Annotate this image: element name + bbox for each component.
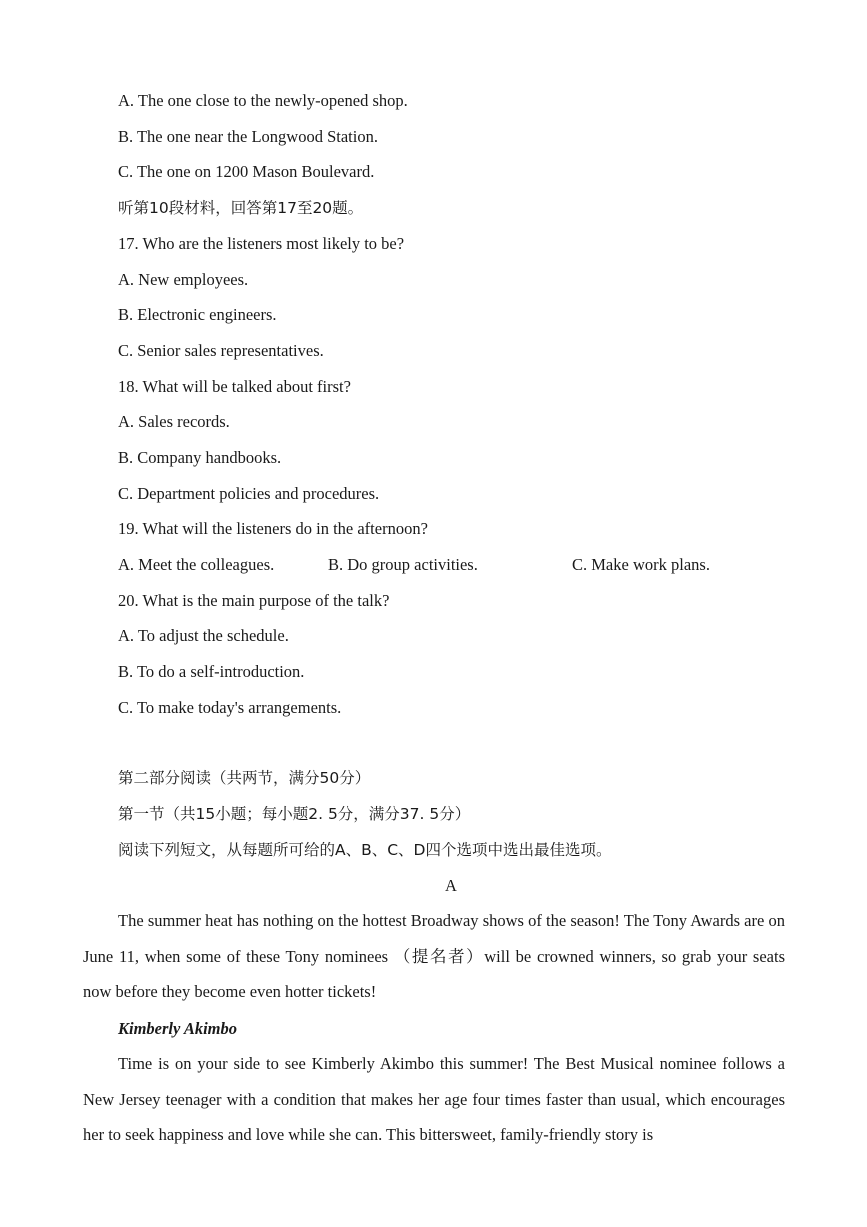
- show-description-kimberly-akimbo: Time is on your side to see Kimberly Akimbo this summer! The Best Musical nominee follows a New Jersey teenager with a condition that makes her age four times faster than usual, which encourages her to seek happiness and love while she can. This bittersweet, family-friendly story is: [83, 1054, 785, 1145]
- q20-option-b: B. To do a self-introduction.: [118, 662, 305, 681]
- q18-question: 18. What will be talked about first?: [118, 377, 351, 396]
- q18-option-c: C. Department policies and procedures.: [118, 484, 380, 503]
- q17-option-c: C. Senior sales representatives.: [118, 341, 324, 360]
- q20-option-c: C. To make today's arrangements.: [118, 698, 342, 717]
- part2-heading: 第二部分阅读（共两节，满分50分）: [118, 769, 371, 787]
- q19-option-b: B. Do group activities.: [328, 555, 478, 574]
- q17-question: 17. Who are the listeners most likely to be?: [118, 234, 405, 253]
- q16-option-b: B. The one near the Longwood Station.: [118, 127, 378, 146]
- reading-instruction: 阅读下列短文，从每题所可给的A、B、C、D四个选项中选出最佳选项。: [118, 841, 612, 859]
- q17-option-b: B. Electronic engineers.: [118, 305, 277, 324]
- q18-option-a: A. Sales records.: [118, 412, 230, 431]
- q20-question: 20. What is the main purpose of the talk?: [118, 591, 390, 610]
- q19-question: 19. What will the listeners do in the afternoon?: [118, 519, 428, 538]
- passage-label: A: [445, 876, 457, 895]
- section1-heading: 第一节（共15小题；每小题2. 5分，满分37. 5分）: [118, 805, 471, 823]
- show-title-kimberly-akimbo: Kimberly Akimbo: [118, 1019, 238, 1038]
- q19-option-a: A. Meet the colleagues.: [118, 555, 275, 574]
- q16-option-c: C. The one on 1200 Mason Boulevard.: [118, 162, 375, 181]
- q18-option-b: B. Company handbooks.: [118, 448, 282, 467]
- q17-option-a: A. New employees.: [118, 270, 249, 289]
- q19-option-c: C. Make work plans.: [572, 555, 710, 574]
- passage-intro: The summer heat has nothing on the hottest Broadway shows of the season! The Tony Awards are on June 11, when some of these Tony nominees （提名者）will be crowned winners, so grab your seats now before they become even hotter tickets!: [83, 911, 785, 1002]
- section10-instruction: 听第10段材料，回答第17至20题。: [118, 199, 364, 217]
- q16-option-a: A. The one close to the newly-opened shop.: [118, 91, 408, 110]
- q20-option-a: A. To adjust the schedule.: [118, 626, 289, 645]
